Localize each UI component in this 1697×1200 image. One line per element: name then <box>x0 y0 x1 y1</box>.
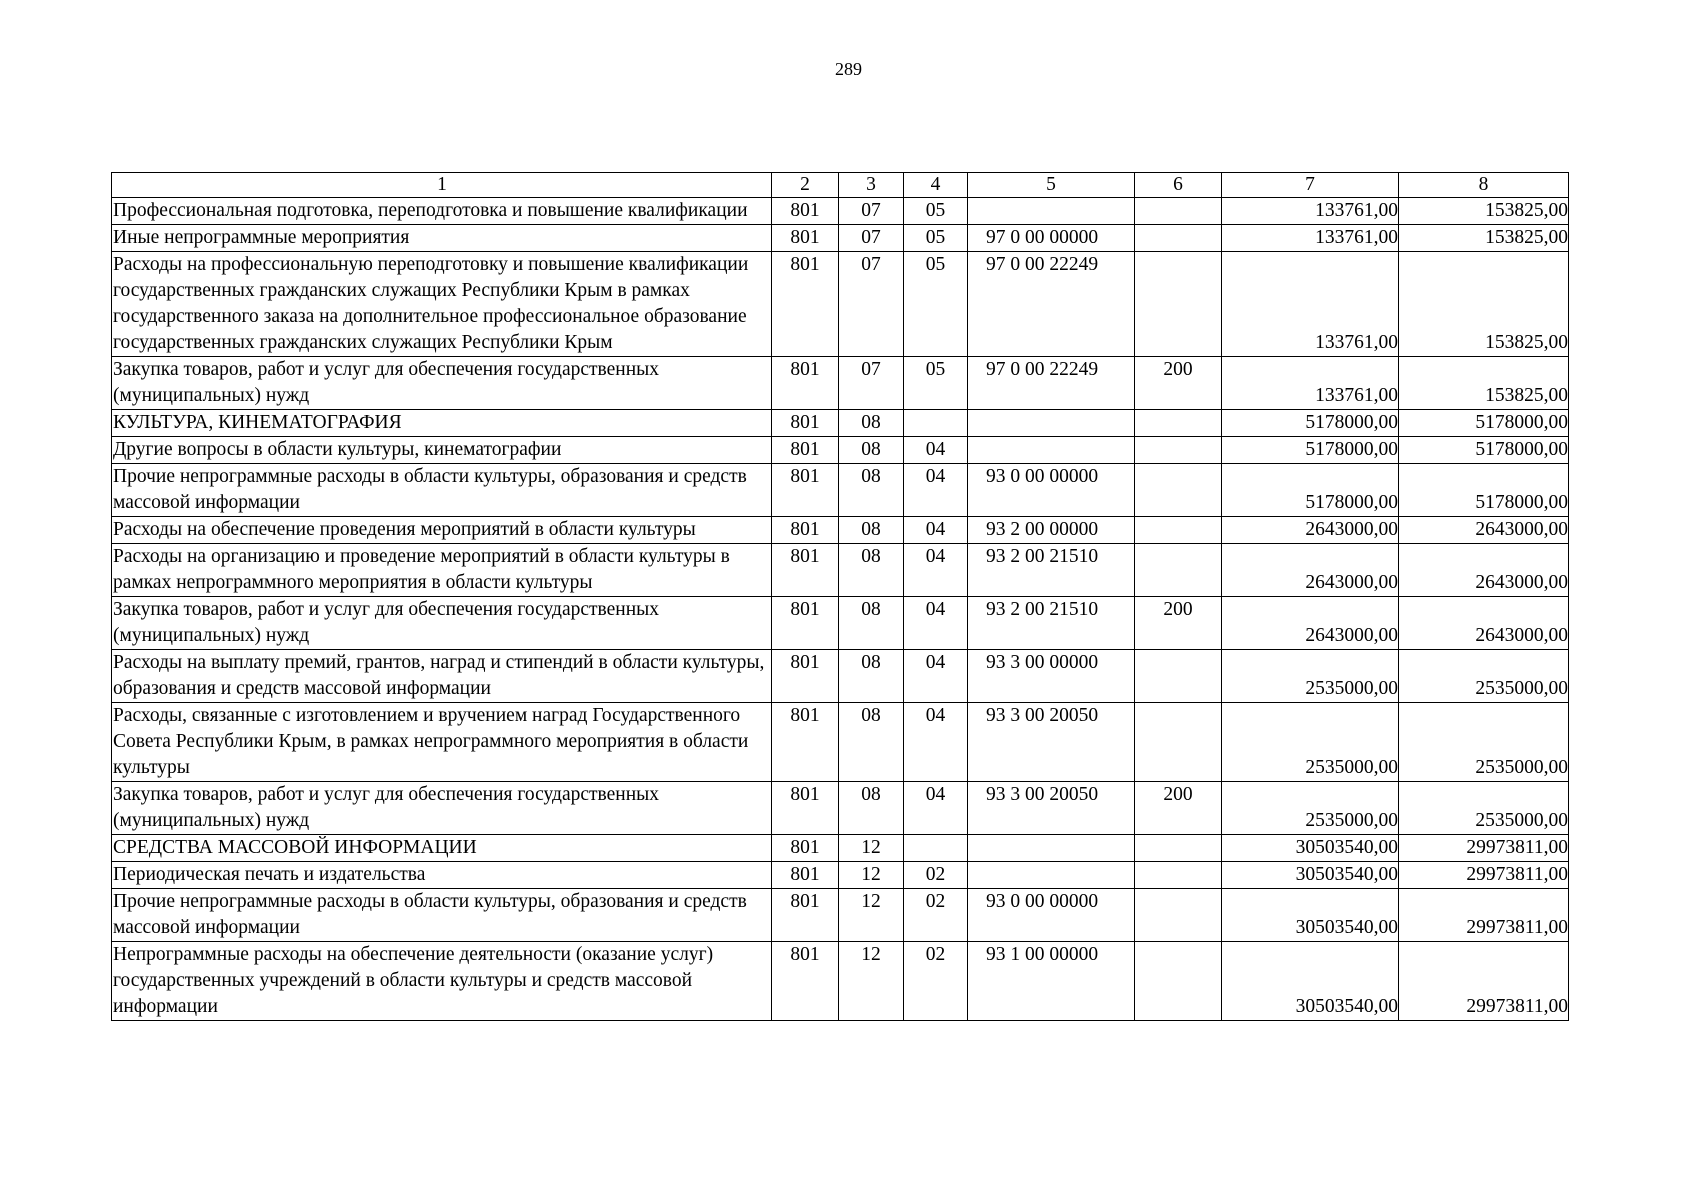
expense-type-cell <box>1135 703 1222 782</box>
subsection-code-cell: 04 <box>904 517 968 544</box>
row-name-cell: Профессиональная подготовка, переподготовка и повышение квалификации <box>112 198 772 225</box>
subsection-code-cell: 05 <box>904 225 968 252</box>
expense-type-cell <box>1135 650 1222 703</box>
row-name-cell: Другие вопросы в области культуры, кинематографии <box>112 437 772 464</box>
table-row <box>112 410 1569 437</box>
column-header: 3 <box>839 173 904 198</box>
table-row <box>112 225 1569 252</box>
subsection-code-cell: 05 <box>904 252 968 357</box>
amount-year1-cell: 30503540,00 <box>1222 889 1399 942</box>
ved-code-cell: 801 <box>772 225 839 252</box>
amount-year2-cell: 153825,00 <box>1399 252 1569 357</box>
section-code-cell: 07 <box>839 225 904 252</box>
subsection-code-cell <box>904 835 968 862</box>
amount-year1-cell: 2535000,00 <box>1222 650 1399 703</box>
table-row <box>112 437 1569 464</box>
row-name-cell: Прочие непрограммные расходы в области культуры, образования и средств массовой информации <box>112 889 772 942</box>
section-code-cell: 07 <box>839 252 904 357</box>
ved-code-cell: 801 <box>772 517 839 544</box>
subsection-code-cell: 02 <box>904 862 968 889</box>
expense-type-cell <box>1135 198 1222 225</box>
table-row <box>112 597 1569 650</box>
target-article-cell: 93 3 00 20050 <box>968 703 1135 782</box>
amount-year2-cell: 2535000,00 <box>1399 650 1569 703</box>
row-name-cell: Закупка товаров, работ и услуг для обеспечения государственных (муниципальных) нужд <box>112 357 772 410</box>
table-row <box>112 252 1569 357</box>
target-article-cell: 93 2 00 21510 <box>968 597 1135 650</box>
column-header: 5 <box>968 173 1135 198</box>
target-article-cell <box>968 862 1135 889</box>
target-article-cell: 93 3 00 00000 <box>968 650 1135 703</box>
target-article-cell <box>968 198 1135 225</box>
subsection-code-cell: 04 <box>904 464 968 517</box>
table-row <box>112 544 1569 597</box>
amount-year1-cell: 2643000,00 <box>1222 517 1399 544</box>
section-code-cell: 12 <box>839 862 904 889</box>
amount-year1-cell: 2535000,00 <box>1222 782 1399 835</box>
column-header: 8 <box>1399 173 1569 198</box>
amount-year2-cell: 29973811,00 <box>1399 862 1569 889</box>
amount-year2-cell: 5178000,00 <box>1399 437 1569 464</box>
amount-year1-cell: 2535000,00 <box>1222 703 1399 782</box>
table-row <box>112 198 1569 225</box>
target-article-cell <box>968 410 1135 437</box>
target-article-cell: 93 1 00 00000 <box>968 942 1135 1021</box>
section-code-cell: 08 <box>839 597 904 650</box>
ved-code-cell: 801 <box>772 835 839 862</box>
subsection-code-cell <box>904 410 968 437</box>
table-row <box>112 942 1569 1021</box>
target-article-cell: 97 0 00 22249 <box>968 252 1135 357</box>
ved-code-cell: 801 <box>772 198 839 225</box>
amount-year1-cell: 30503540,00 <box>1222 835 1399 862</box>
row-name-cell: Расходы на выплату премий, грантов, наград и стипендий в области культуры, образования и средств массовой информации <box>112 650 772 703</box>
ved-code-cell: 801 <box>772 703 839 782</box>
ved-code-cell: 801 <box>772 650 839 703</box>
amount-year1-cell: 133761,00 <box>1222 225 1399 252</box>
table-header-row <box>112 173 1569 198</box>
amount-year1-cell: 2643000,00 <box>1222 597 1399 650</box>
amount-year2-cell: 153825,00 <box>1399 357 1569 410</box>
table-row <box>112 517 1569 544</box>
row-name-cell: КУЛЬТУРА, КИНЕМАТОГРАФИЯ <box>112 410 772 437</box>
expense-type-cell <box>1135 464 1222 517</box>
expense-type-cell: 200 <box>1135 782 1222 835</box>
amount-year1-cell: 133761,00 <box>1222 252 1399 357</box>
ved-code-cell: 801 <box>772 464 839 517</box>
table-row <box>112 889 1569 942</box>
row-name-cell: Закупка товаров, работ и услуг для обеспечения государственных (муниципальных) нужд <box>112 782 772 835</box>
row-name-cell: Расходы, связанные с изготовлением и вручением наград Государственного Совета Республики Крым, в рамках непрограммного мероприятия в области культуры <box>112 703 772 782</box>
row-name-cell: Расходы на профессиональную переподготовку и повышение квалификации государственных гражданских служащих Республики Крым в рамках государственного заказа на дополнительное профессиональное образование государственных гражданских служащих Республики Крым <box>112 252 772 357</box>
ved-code-cell: 801 <box>772 437 839 464</box>
target-article-cell <box>968 437 1135 464</box>
ved-code-cell: 801 <box>772 782 839 835</box>
amount-year2-cell: 153825,00 <box>1399 198 1569 225</box>
amount-year2-cell: 29973811,00 <box>1399 835 1569 862</box>
expense-type-cell <box>1135 889 1222 942</box>
amount-year1-cell: 30503540,00 <box>1222 862 1399 889</box>
expense-type-cell: 200 <box>1135 357 1222 410</box>
amount-year2-cell: 5178000,00 <box>1399 410 1569 437</box>
amount-year1-cell: 2643000,00 <box>1222 544 1399 597</box>
table-row <box>112 703 1569 782</box>
ved-code-cell: 801 <box>772 357 839 410</box>
table-row <box>112 357 1569 410</box>
ved-code-cell: 801 <box>772 862 839 889</box>
expense-type-cell: 200 <box>1135 597 1222 650</box>
expense-type-cell <box>1135 252 1222 357</box>
amount-year2-cell: 5178000,00 <box>1399 464 1569 517</box>
amount-year2-cell: 2643000,00 <box>1399 544 1569 597</box>
subsection-code-cell: 04 <box>904 544 968 597</box>
section-code-cell: 08 <box>839 703 904 782</box>
ved-code-cell: 801 <box>772 410 839 437</box>
section-code-cell: 12 <box>839 889 904 942</box>
subsection-code-cell: 05 <box>904 357 968 410</box>
amount-year2-cell: 2535000,00 <box>1399 703 1569 782</box>
section-code-cell: 08 <box>839 410 904 437</box>
section-code-cell: 08 <box>839 782 904 835</box>
expense-type-cell <box>1135 437 1222 464</box>
row-name-cell: Непрограммные расходы на обеспечение деятельности (оказание услуг) государственных учреждений в области культуры и средств массовой информации <box>112 942 772 1021</box>
column-header: 7 <box>1222 173 1399 198</box>
amount-year1-cell: 5178000,00 <box>1222 464 1399 517</box>
amount-year2-cell: 29973811,00 <box>1399 942 1569 1021</box>
table-row <box>112 862 1569 889</box>
expense-type-cell <box>1135 225 1222 252</box>
target-article-cell: 93 2 00 21510 <box>968 544 1135 597</box>
target-article-cell: 97 0 00 22249 <box>968 357 1135 410</box>
row-name-cell: Прочие непрограммные расходы в области культуры, образования и средств массовой информации <box>112 464 772 517</box>
subsection-code-cell: 05 <box>904 198 968 225</box>
amount-year2-cell: 29973811,00 <box>1399 889 1569 942</box>
section-code-cell: 12 <box>839 835 904 862</box>
expense-type-cell <box>1135 942 1222 1021</box>
target-article-cell: 97 0 00 00000 <box>968 225 1135 252</box>
row-name-cell: Расходы на обеспечение проведения мероприятий в области культуры <box>112 517 772 544</box>
amount-year1-cell: 133761,00 <box>1222 357 1399 410</box>
amount-year2-cell: 153825,00 <box>1399 225 1569 252</box>
budget-table <box>111 172 1569 1021</box>
expense-type-cell <box>1135 835 1222 862</box>
amount-year2-cell: 2643000,00 <box>1399 597 1569 650</box>
amount-year2-cell: 2643000,00 <box>1399 517 1569 544</box>
row-name-cell: Иные непрограммные мероприятия <box>112 225 772 252</box>
amount-year1-cell: 5178000,00 <box>1222 410 1399 437</box>
column-header: 1 <box>112 173 772 198</box>
amount-year2-cell: 2535000,00 <box>1399 782 1569 835</box>
column-header: 6 <box>1135 173 1222 198</box>
subsection-code-cell: 04 <box>904 597 968 650</box>
subsection-code-cell: 04 <box>904 703 968 782</box>
target-article-cell <box>968 835 1135 862</box>
amount-year1-cell: 133761,00 <box>1222 198 1399 225</box>
table-row <box>112 782 1569 835</box>
section-code-cell: 08 <box>839 437 904 464</box>
ved-code-cell: 801 <box>772 942 839 1021</box>
table-row <box>112 464 1569 517</box>
expense-type-cell <box>1135 862 1222 889</box>
page-number: 289 <box>835 59 862 79</box>
ved-code-cell: 801 <box>772 597 839 650</box>
subsection-code-cell: 02 <box>904 889 968 942</box>
subsection-code-cell: 04 <box>904 437 968 464</box>
target-article-cell: 93 0 00 00000 <box>968 889 1135 942</box>
row-name-cell: Расходы на организацию и проведение мероприятий в области культуры в рамках непрограммного мероприятия в области культуры <box>112 544 772 597</box>
row-name-cell: СРЕДСТВА МАССОВОЙ ИНФОРМАЦИИ <box>112 835 772 862</box>
row-name-cell: Закупка товаров, работ и услуг для обеспечения государственных (муниципальных) нужд <box>112 597 772 650</box>
row-name-cell: Периодическая печать и издательства <box>112 862 772 889</box>
subsection-code-cell: 02 <box>904 942 968 1021</box>
column-header: 4 <box>904 173 968 198</box>
amount-year1-cell: 5178000,00 <box>1222 437 1399 464</box>
expense-type-cell <box>1135 544 1222 597</box>
expense-type-cell <box>1135 410 1222 437</box>
section-code-cell: 12 <box>839 942 904 1021</box>
section-code-cell: 07 <box>839 198 904 225</box>
section-code-cell: 08 <box>839 464 904 517</box>
table-row <box>112 650 1569 703</box>
target-article-cell: 93 2 00 00000 <box>968 517 1135 544</box>
section-code-cell: 07 <box>839 357 904 410</box>
expense-type-cell <box>1135 517 1222 544</box>
target-article-cell: 93 3 00 20050 <box>968 782 1135 835</box>
table-row <box>112 835 1569 862</box>
section-code-cell: 08 <box>839 544 904 597</box>
column-header: 2 <box>772 173 839 198</box>
ved-code-cell: 801 <box>772 544 839 597</box>
ved-code-cell: 801 <box>772 889 839 942</box>
ved-code-cell: 801 <box>772 252 839 357</box>
section-code-cell: 08 <box>839 650 904 703</box>
section-code-cell: 08 <box>839 517 904 544</box>
subsection-code-cell: 04 <box>904 782 968 835</box>
target-article-cell: 93 0 00 00000 <box>968 464 1135 517</box>
amount-year1-cell: 30503540,00 <box>1222 942 1399 1021</box>
subsection-code-cell: 04 <box>904 650 968 703</box>
